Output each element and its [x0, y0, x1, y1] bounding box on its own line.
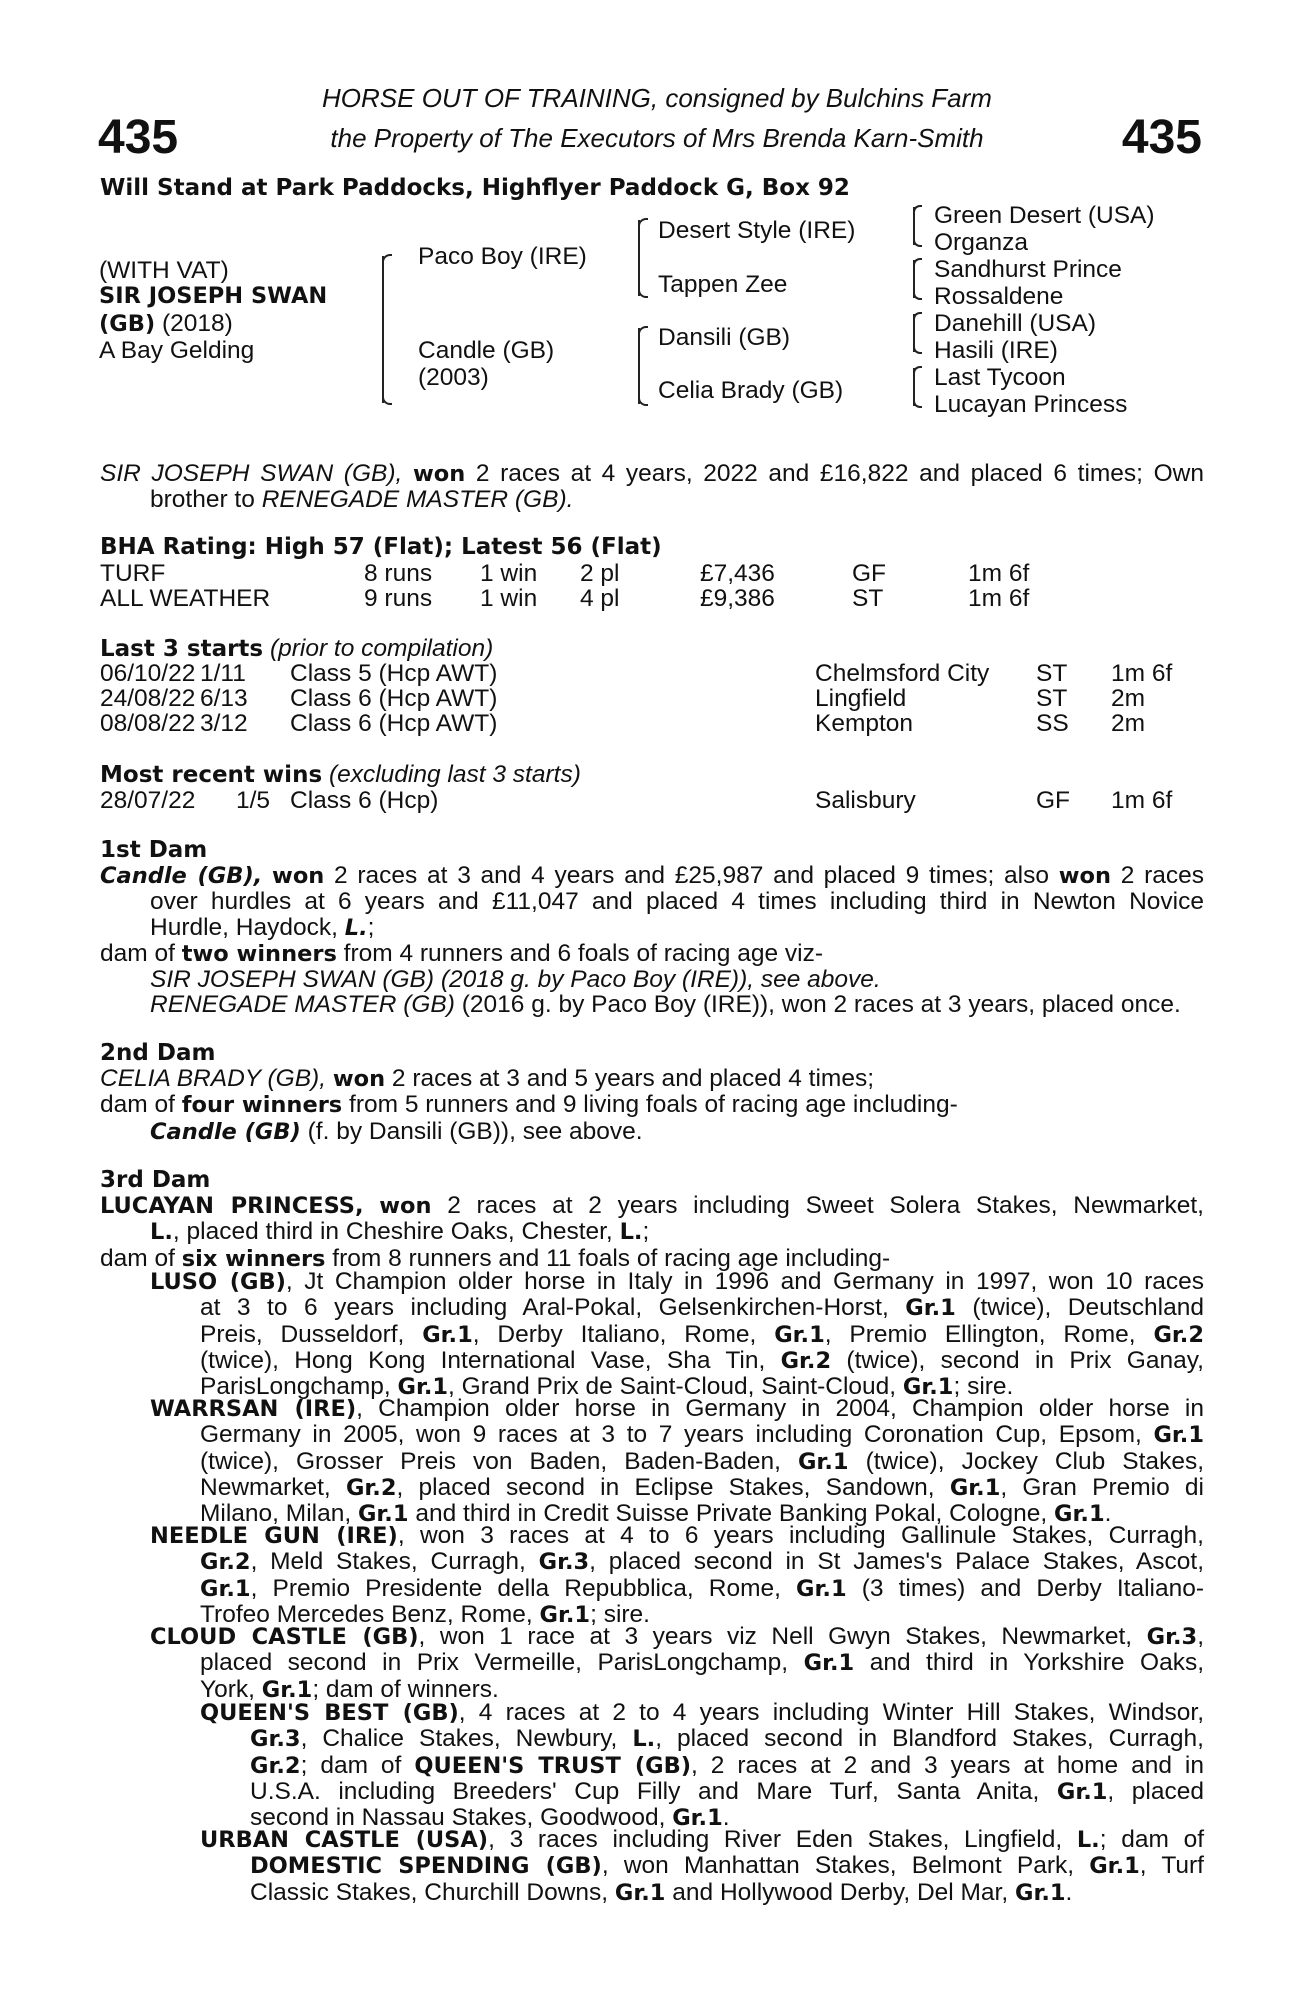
dam1-line-6 [100, 992, 1204, 1017]
luso-name: LUSO (GB) [150, 1269, 286, 1295]
luso-text-4b: (twice), second in Prix Ganay, [846, 1346, 1204, 1374]
pedigree-sire-dam: Tappen Zee [658, 271, 788, 298]
domestic-spending-name: DOMESTIC SPENDING (GB) [250, 1853, 602, 1880]
dam1-progeny-1: SIR JOSEPH SWAN (GB) (2018 g. by Paco Boy (IRE)), see above. [150, 966, 881, 994]
summary-horse-name: SIR JOSEPH SWAN (GB), [100, 460, 403, 487]
warrsan-text-2: Germany in 2005, won 9 races at 3 to 7 years including Coronation Cup, Epsom, [200, 1421, 1142, 1449]
dam1-text-3: Hurdle, Haydock, [150, 913, 338, 941]
rating-surface: TURF [100, 560, 166, 587]
cloud-gr1-a: Gr.1 [803, 1650, 855, 1677]
pedigree-sire-sire: Desert Style (IRE) [658, 217, 856, 244]
last3-heading-line [100, 636, 493, 662]
horse-origin: (GB) [99, 311, 156, 337]
warrsan-line-2 [150, 1422, 1204, 1448]
pedigree-g8: Lucayan Princess [934, 391, 1128, 418]
summary-text-1: 2 races at 4 years, 2022 and £16,822 and placed 6 times; Own [475, 460, 1204, 487]
g-brace-2 [913, 260, 924, 298]
dam1-line-5 [100, 967, 1204, 992]
urban-text-1: , 3 races including River Eden Stakes, Lingfield, [488, 1826, 1063, 1853]
cloud-gr3: Gr.3 [1146, 1624, 1198, 1650]
urban-line-1 [200, 1827, 1204, 1853]
progeny-needle-gun [100, 1523, 1204, 1628]
dam3-won: won [379, 1193, 432, 1219]
pedigree-g6: Hasili (IRE) [934, 337, 1058, 364]
dam1-text-4c: from 4 runners and 6 foals of racing age viz- [343, 939, 824, 967]
recent-heading-line [100, 762, 581, 788]
warrsan-name: WARRSAN (IRE) [150, 1396, 357, 1422]
warrsan-gr1-d: Gr.1 [357, 1501, 409, 1528]
needle-gr2: Gr.2 [200, 1549, 251, 1576]
queens-line-4 [200, 1779, 1204, 1805]
dam1-text-2: over hurdles at 6 years and £11,047 and placed 4 times including third in Newton Novice [150, 888, 1204, 916]
dam2-text-1: 2 races at 3 and 5 years and placed 4 times; [391, 1065, 875, 1092]
urban-text-3b: and Hollywood Derby, Del Mar, [672, 1878, 1009, 1906]
rating-prize: £7,436 [700, 560, 775, 587]
urban-text-2c: , Turf [1139, 1852, 1204, 1880]
last3-pos: 3/12 [200, 710, 248, 737]
dam2-text-2c: from 5 runners and 9 living foals of racing age including- [349, 1091, 958, 1119]
dam3-text-3a: dam of [100, 1244, 175, 1272]
dam1-won: won [272, 863, 325, 889]
warrsan-line-3 [150, 1449, 1204, 1475]
dam2-won: won [332, 1066, 386, 1092]
needle-text-2b: , placed second in St James's Palace Stakes, Ascot, [589, 1548, 1205, 1576]
dam2-line-3 [100, 1119, 1204, 1145]
luso-text-5b: , Grand Prix de Saint-Cloud, Saint-Cloud, [448, 1373, 897, 1401]
luso-text-3c: , Premio Ellington, Rome, [824, 1320, 1136, 1348]
rating-surface: ALL WEATHER [100, 585, 271, 612]
summary-line-2 [100, 487, 1204, 512]
queens-text-5a: second in Nassau Stakes, Goodwood, [250, 1804, 666, 1832]
rating-going: GF [852, 560, 887, 587]
pedigree-g3: Sandhurst Prince [934, 256, 1122, 283]
urban-text-1b: ; dam of [1099, 1826, 1205, 1853]
queens-gr1-a: Gr.1 [1056, 1778, 1108, 1805]
last3-course: Chelmsford City [815, 660, 990, 687]
cloud-gr1-b: Gr.1 [261, 1676, 313, 1703]
needle-name: NEEDLE GUN (IRE) [150, 1523, 398, 1549]
dam1-name: Candle (GB), [100, 863, 263, 889]
luso-text-5a: ParisLongchamp, [200, 1373, 391, 1401]
queens-line-1 [200, 1700, 1204, 1726]
rating-wins: 1 win [480, 560, 538, 587]
queens-text-1: , 4 races at 2 to 4 years including Winter Hill Stakes, Windsor, [458, 1699, 1204, 1726]
last3-cls: Class 5 (Hcp AWT) [290, 660, 498, 687]
progeny-warrsan [100, 1396, 1204, 1527]
last3-pos: 6/13 [200, 685, 248, 712]
lot-number-left: 435 [98, 111, 179, 164]
last3-note: (prior to compilation) [269, 635, 494, 662]
needle-line-1 [150, 1523, 1204, 1549]
summary-brother: RENEGADE MASTER (GB). [261, 486, 574, 514]
last3-course: Kempton [815, 710, 914, 737]
warrsan-text-1: , Champion older horse in Germany in 2004, Champion older horse in [356, 1395, 1204, 1422]
dam3-listed-2: L. [619, 1219, 643, 1246]
queens-gr2: Gr.2 [250, 1752, 301, 1779]
progeny-luso [100, 1269, 1204, 1400]
dam-brace [638, 328, 640, 404]
last3-cls: Class 6 (Hcp AWT) [290, 710, 498, 737]
warrsan-text-5b: and third in Credit Suisse Private Banking Pokal, Cologne, [415, 1500, 1048, 1528]
stand-location: Will Stand at Park Paddocks, Highflyer Paddock G, Box 92 [100, 175, 850, 201]
pedigree-dam-sire: Dansili (GB) [658, 324, 791, 351]
dam2-progeny-text: (f. by Dansili (GB)), see above. [307, 1117, 643, 1145]
summary-line-1 [100, 461, 1204, 487]
queens-text-4b: , placed [1107, 1777, 1204, 1805]
pedigree-g5: Danehill (USA) [934, 310, 1097, 337]
pedigree-dam-year: (2003) [418, 364, 489, 391]
warrsan-gr1-a: Gr.1 [1153, 1422, 1205, 1449]
urban-line-3: Classic Stakes, Churchill Downs, Gr.1 and Hollywood Derby, Del Mar, Gr.1. [250, 1878, 1073, 1906]
needle-gr1-a: Gr.1 [200, 1575, 251, 1602]
summary-text-2: brother to [150, 486, 255, 514]
last3-going: ST [1036, 660, 1068, 687]
lot-number-right: 435 [1121, 111, 1202, 164]
warrsan-text-4b: , placed second in Eclipse Stakes, Sandown, [396, 1473, 935, 1501]
queens-text-2a: , Chalice Stakes, Newbury, [300, 1725, 618, 1753]
dam2-paragraph [100, 1066, 1204, 1145]
luso-line-2 [150, 1295, 1204, 1321]
luso-line-4 [150, 1348, 1204, 1374]
urban-name: URBAN CASTLE (USA) [200, 1827, 489, 1853]
horse-year: (2018) [162, 310, 233, 337]
property-line: the Property of The Executors of Mrs Brenda Karn-Smith [330, 123, 984, 153]
horse-description: A Bay Gelding [99, 337, 255, 364]
urban-listed: L. [1076, 1827, 1100, 1853]
dam3-line-2: L., placed third in Cheshire Oaks, Chester, L.; [150, 1218, 650, 1246]
urban-gr1-b: Gr.1 [614, 1879, 666, 1906]
luso-text-3b: , Derby Italiano, Rome, [472, 1320, 757, 1348]
last3-heading: Last 3 starts [100, 636, 264, 662]
urban-text-2b: , won Manhattan Stakes, Belmont Park, [601, 1852, 1075, 1880]
urban-gr1-a: Gr.1 [1089, 1853, 1140, 1880]
queens-text-2b: , placed second in Blandford Stakes, Curragh, [655, 1725, 1204, 1753]
summary-paragraph [100, 461, 1204, 513]
rating-wins: 1 win [480, 585, 538, 612]
queens-listed: L. [632, 1726, 656, 1753]
dam3-line-1 [100, 1193, 1204, 1219]
progeny-cloud-castle [100, 1624, 1204, 1703]
needle-gr1-c: Gr.1 [539, 1601, 591, 1628]
needle-line-3 [150, 1576, 1204, 1602]
dam1-text-1b: 2 races [1120, 862, 1205, 889]
luso-gr1-e: Gr.1 [902, 1374, 954, 1401]
queens-gr1-b: Gr.1 [672, 1805, 723, 1832]
warrsan-text-3a: (twice), Grosser Preis von Baden, Baden-Baden, [200, 1447, 781, 1475]
dam3-winners-count: six winners [181, 1245, 326, 1272]
pedigree-dam-dam: Celia Brady (GB) [658, 377, 844, 404]
needle-text-2a: , Meld Stakes, Curragh, [250, 1548, 526, 1576]
dam3-name: LUCAYAN PRINCESS, [100, 1193, 364, 1219]
dam1-winners-count: two winners [181, 940, 337, 967]
queens-text-3c: , 2 races at 2 and 3 years at home and in [691, 1751, 1204, 1779]
pedigree-g7: Last Tycoon [934, 364, 1066, 391]
cloud-text-3b: ; dam of winners. [312, 1675, 499, 1703]
g-brace-4 [913, 368, 924, 406]
warrsan-text-4c: , Gran Premio di [1000, 1473, 1204, 1501]
warrsan-line-1 [150, 1396, 1204, 1422]
recent-going: GF [1036, 787, 1071, 814]
dam2-line-1 [100, 1066, 1204, 1092]
needle-line-2 [150, 1549, 1204, 1575]
dam2-line-2 [100, 1092, 1204, 1118]
dam1-line-1 [100, 863, 1204, 889]
g-brace-1 [913, 207, 924, 245]
rating-places: 2 pl [580, 560, 620, 587]
last3-dist: 2m [1111, 685, 1146, 712]
luso-text-2b: (twice), Deutschland [972, 1294, 1204, 1322]
dam2-winners-count: four winners [181, 1092, 343, 1119]
needle-text-3b: (3 times) and Derby Italiano- [861, 1574, 1204, 1602]
dam1-won-2: won [1058, 863, 1111, 889]
recent-date: 28/07/22 [100, 787, 196, 814]
needle-text-4b: ; sire. [590, 1600, 650, 1628]
progeny-urban-castle [100, 1827, 1204, 1906]
pedigree-dam: Candle (GB) [418, 337, 555, 364]
cloud-line-2 [150, 1650, 1204, 1676]
needle-text-4a: Trofeo Mercedes Benz, Rome, [200, 1600, 533, 1628]
queens-name: QUEEN'S BEST (GB) [200, 1700, 459, 1726]
queens-line-2 [200, 1726, 1204, 1752]
pedigree-g1: Green Desert (USA) [934, 202, 1155, 229]
horse-name: SIR JOSEPH SWAN [99, 283, 328, 309]
dam1-progeny-2-text: (2016 g. by Paco Boy (IRE)), won 2 races at 3 years, placed once. [461, 991, 1181, 1019]
warrsan-gr1-b: Gr.1 [797, 1448, 849, 1475]
luso-text-1: , Jt Champion older horse in Italy in 1996 and Germany in 1997, won 10 races [285, 1268, 1204, 1295]
luso-gr1-d: Gr.1 [397, 1374, 449, 1401]
pedigree-brace [382, 256, 384, 403]
cloud-text-2b: and third in Yorkshire Oaks, [869, 1649, 1205, 1677]
pedigree-sire: Paco Boy (IRE) [418, 243, 587, 270]
dam3-text-2: , placed third in Cheshire Oaks, Chester, [172, 1218, 613, 1246]
warrsan-line-4 [150, 1475, 1204, 1501]
last3-course: Lingfield [815, 685, 907, 712]
luso-gr1-a: Gr.1 [905, 1295, 956, 1322]
warrsan-line-5: Milano, Milan, Gr.1 and third in Credit Suisse Private Banking Pokal, Cologne, Gr.1. [200, 1500, 1112, 1528]
dam2-text-2a: dam of [100, 1091, 175, 1119]
luso-text-2: at 3 to 6 years including Aral-Pokal, Gelsenkirchen-Horst, [200, 1294, 889, 1322]
last3-going: SS [1036, 710, 1069, 737]
urban-line-2 [200, 1853, 1204, 1879]
luso-gr2-a: Gr.2 [1153, 1321, 1204, 1348]
pedigree-g2: Organza [934, 229, 1028, 256]
dam1-text-4a: dam of [100, 939, 175, 967]
recent-pos: 1/5 [236, 787, 271, 814]
urban-text-3a: Classic Stakes, Churchill Downs, [250, 1878, 609, 1906]
needle-gr1-b: Gr.1 [796, 1575, 847, 1602]
recent-cls: Class 6 (Hcp) [290, 787, 439, 814]
queens-text-3a: ; dam of [300, 1751, 402, 1779]
queens-text-4a: U.S.A. including Breeders' Cup Filly and Mare Turf, Santa Anita, [250, 1777, 1040, 1805]
last3-going: ST [1036, 685, 1068, 712]
luso-line-3 [150, 1322, 1204, 1348]
recent-dist: 1m 6f [1111, 787, 1173, 814]
dam2-name: CELIA BRADY (GB), [100, 1065, 327, 1092]
needle-text-3a: , Premio Presidente della Repubblica, Rome, [250, 1574, 781, 1602]
urban-gr1-c: Gr.1 [1014, 1879, 1066, 1906]
luso-text-5c: ; sire. [953, 1373, 1014, 1401]
rating-dist: 1m 6f [968, 585, 1030, 612]
last3-dist: 1m 6f [1111, 660, 1173, 687]
last3-date: 06/10/22 [100, 660, 196, 687]
warrsan-gr1-c: Gr.1 [949, 1474, 1001, 1501]
consignor-line: HORSE OUT OF TRAINING, consigned by Bulchins Farm [322, 83, 992, 113]
cloud-line-1: CLOUD CASTLE (GB), won 1 race at 3 years viz Nell Gwyn Stakes, Newmarket, Gr.3, [150, 1623, 1204, 1650]
needle-gr3: Gr.3 [538, 1549, 590, 1576]
cloud-text-2a: placed second in Prix Vermeille, ParisLongchamp, [200, 1649, 789, 1677]
dam2-progeny-name: Candle (GB) [150, 1118, 301, 1145]
dam2-heading: 2nd Dam [100, 1040, 216, 1066]
cloud-text-1: , won 1 race at 3 years viz Nell Gwyn Stakes, Newmarket, [418, 1623, 1133, 1650]
dam1-listed: L. [344, 914, 368, 941]
luso-text-3a: Preis, Dusseldorf, [200, 1320, 405, 1348]
pedigree-g4: Rossaldene [934, 283, 1064, 310]
last3-date: 24/08/22 [100, 685, 196, 712]
cloud-text-3a: York, [200, 1675, 255, 1703]
progeny-queens-best [100, 1700, 1204, 1831]
last3-dist: 2m [1111, 710, 1146, 737]
dam3-text-1: 2 races at 2 years including Sweet Solera Stakes, Newmarket, [447, 1192, 1204, 1219]
summary-won: won [412, 461, 466, 487]
sire-brace [638, 220, 640, 296]
luso-gr2-b: Gr.2 [780, 1347, 832, 1374]
rating-dist: 1m 6f [968, 560, 1030, 587]
warrsan-gr1-e: Gr.1 [1054, 1501, 1105, 1528]
horse-origin-year [99, 311, 233, 337]
last3-date: 08/08/22 [100, 710, 196, 737]
bha-rating-heading: BHA Rating: High 57 (Flat); Latest 56 (Flat) [100, 534, 662, 560]
luso-gr1-b: Gr.1 [422, 1321, 473, 1348]
dam1-progeny-2-name: RENEGADE MASTER (GB) [150, 991, 455, 1019]
dam3-paragraph [100, 1193, 1204, 1272]
dam1-line-4 [100, 941, 1204, 967]
last3-pos: 1/11 [200, 660, 246, 687]
dam3-heading: 3rd Dam [100, 1167, 211, 1193]
warrsan-gr2: Gr.2 [345, 1474, 397, 1501]
dam1-heading: 1st Dam [100, 837, 208, 863]
recent-note: (excluding last 3 starts) [328, 761, 581, 788]
recent-heading: Most recent wins [100, 762, 323, 788]
warrsan-text-3b: (twice), Jockey Club Stakes, [865, 1447, 1204, 1475]
rating-places: 4 pl [580, 585, 620, 612]
vat-label: (WITH VAT) [99, 257, 229, 284]
queens-line-5: second in Nassau Stakes, Goodwood, Gr.1. [250, 1804, 730, 1832]
queens-line-3 [200, 1753, 1204, 1779]
dam1-line-3: Hurdle, Haydock, L.; [150, 913, 375, 941]
luso-text-4a: (twice), Hong Kong International Vase, Sha Tin, [200, 1346, 766, 1374]
dam1-paragraph [100, 863, 1204, 1018]
warrsan-text-5a: Milano, Milan, [200, 1500, 352, 1528]
cloud-name: CLOUD CASTLE (GB) [150, 1624, 419, 1650]
dam3-listed-1: L. [150, 1219, 173, 1246]
rating-runs: 9 runs [364, 585, 433, 612]
rating-going: ST [852, 585, 884, 612]
recent-course: Salisbury [815, 787, 916, 814]
needle-text-1: , won 3 races at 4 to 6 years including Gallinule Stakes, Curragh, [397, 1522, 1204, 1549]
luso-gr1-c: Gr.1 [774, 1321, 825, 1348]
warrsan-text-4a: Newmarket, [200, 1473, 331, 1501]
rating-prize: £9,386 [700, 585, 775, 612]
dam3-text-3c: from 8 runners and 11 foals of racing age including- [332, 1244, 891, 1272]
g-brace-3 [913, 314, 924, 352]
dam1-text-1: 2 races at 3 and 4 years and £25,987 and placed 9 times; also [334, 862, 1049, 889]
luso-line-1 [150, 1269, 1204, 1295]
queens-trust-name: QUEEN'S TRUST (GB) [414, 1752, 692, 1779]
queens-gr3: Gr.3 [250, 1726, 301, 1753]
rating-runs: 8 runs [364, 560, 433, 587]
last3-cls: Class 6 (Hcp AWT) [290, 685, 498, 712]
